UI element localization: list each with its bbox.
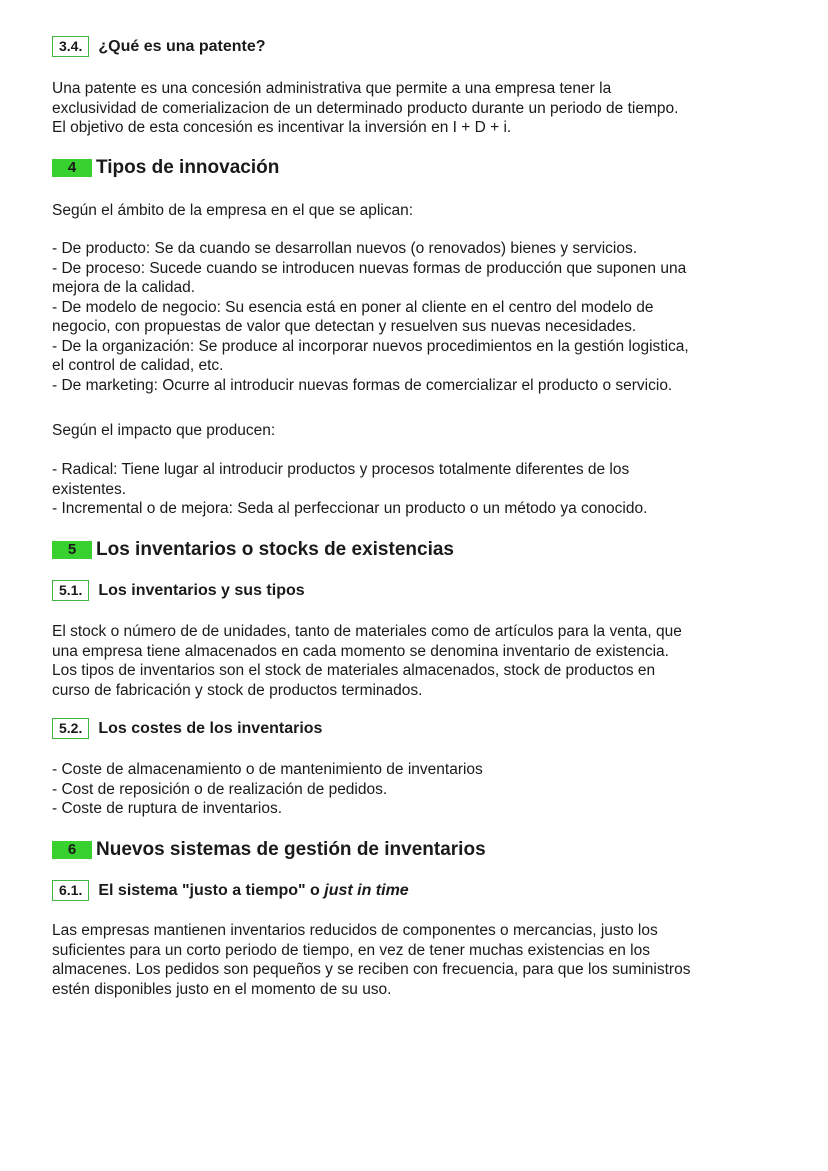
text-line: El stock o número de de unidades, tanto de materiales como de artículos para la venta, que <box>52 623 682 640</box>
list-item: - De marketing: Ocurre al introducir nuevas formas de comercializar el producto o servicio. <box>52 376 673 394</box>
list-item: existentes. <box>52 480 127 498</box>
paragraph-ambito-intro <box>52 201 812 221</box>
list-item: - De la organización: Se produce al incorporar nuevos procedimientos en la gestión logistica, <box>52 337 689 355</box>
text-line: El objetivo de esta concesión es incentivar la inversión en I + D + i. <box>52 119 512 136</box>
subsection-heading-3-4 <box>52 36 812 57</box>
paragraph-just-in-time <box>52 921 812 999</box>
subsection-title: ¿Qué es una patente? <box>98 37 266 55</box>
subsection-number: 6.1. <box>52 880 89 901</box>
text-line: curso de fabricación y stock de productos terminados. <box>52 681 423 699</box>
section-heading-6 <box>52 839 812 861</box>
text-line: Según el impacto que producen: <box>52 422 276 439</box>
section-number: 5 <box>52 541 92 559</box>
list-item: - De modelo de negocio: Su esencia está en poner al cliente en el centro del modelo de <box>52 298 654 316</box>
subsection-title <box>98 882 408 900</box>
list-impact-types <box>52 460 812 519</box>
section-heading-4 <box>52 157 812 179</box>
subsection-title-italic: just in time <box>324 881 409 899</box>
subsection-heading-5-1 <box>52 580 812 601</box>
list-item: negocio, con propuestas de valor que detectan y resuelven sus nuevas necesidades. <box>52 318 637 335</box>
section-title: Nuevos sistemas de gestión de inventarios <box>96 839 486 860</box>
paragraph-impacto-intro <box>52 421 812 441</box>
list-innovation-types <box>52 239 812 395</box>
subsection-number: 3.4. <box>52 36 89 57</box>
paragraph-patente <box>52 79 812 138</box>
text-line: suficientes para un corto periodo de tiempo, en vez de tener muchas existencias en los <box>52 941 650 959</box>
list-item: el control de calidad, etc. <box>52 357 224 374</box>
list-item: - Incremental o de mejora: Seda al perfeccionar un producto o un método ya conocido. <box>52 500 648 517</box>
section-title: Los inventarios o stocks de existencias <box>96 539 454 560</box>
list-item: - Cost de reposición o de realización de pedidos. <box>52 780 388 798</box>
subsection-heading-6-1 <box>52 880 812 901</box>
list-item: - De producto: Se da cuando se desarrollan nuevos (o renovados) bienes y servicios. <box>52 240 638 257</box>
subsection-title: Los inventarios y sus tipos <box>98 581 305 599</box>
list-item: mejora de la calidad. <box>52 279 196 296</box>
text-line: Según el ámbito de la empresa en el que se aplican: <box>52 202 414 219</box>
text-line: Las empresas mantienen inventarios reducidos de componentes o mercancias, justo los <box>52 922 658 939</box>
paragraph-inventarios-tipos <box>52 622 812 700</box>
subsection-number: 5.2. <box>52 718 89 739</box>
section-heading-5 <box>52 539 812 561</box>
list-item: - Coste de ruptura de inventarios. <box>52 800 283 817</box>
section-title: Tipos de innovación <box>96 157 280 178</box>
list-item: - Radical: Tiene lugar al introducir productos y procesos totalmente diferentes de los <box>52 461 630 478</box>
list-item: - De proceso: Sucede cuando se introducen nuevas formas de producción que suponen una <box>52 259 687 277</box>
section-number: 6 <box>52 841 92 859</box>
text-line: una empresa tiene almacenados en cada momento se denomina inventario de existencia. <box>52 642 669 660</box>
text-line: almacenes. Los pedidos son pequeños y se reciben con frecuencia, para que los suministros <box>52 961 691 978</box>
text-line: exclusividad de comerializacion de un determinado producto durante un periodo de tiempo. <box>52 99 679 117</box>
text-line: Una patente es una concesión administrativa que permite a una empresa tener la <box>52 80 612 97</box>
section-number: 4 <box>52 159 92 177</box>
text-line: Los tipos de inventarios son el stock de materiales almacenados, stock de productos en <box>52 662 656 679</box>
subsection-title: Los costes de los inventarios <box>98 719 323 737</box>
subsection-number: 5.1. <box>52 580 89 601</box>
text-line: estén disponibles justo en el momento de su uso. <box>52 980 392 998</box>
subsection-heading-5-2 <box>52 718 812 739</box>
list-item: - Coste de almacenamiento o de mantenimiento de inventarios <box>52 761 483 778</box>
list-costes <box>52 760 812 819</box>
subsection-title-main: El sistema "justo a tiempo" o <box>98 881 325 899</box>
